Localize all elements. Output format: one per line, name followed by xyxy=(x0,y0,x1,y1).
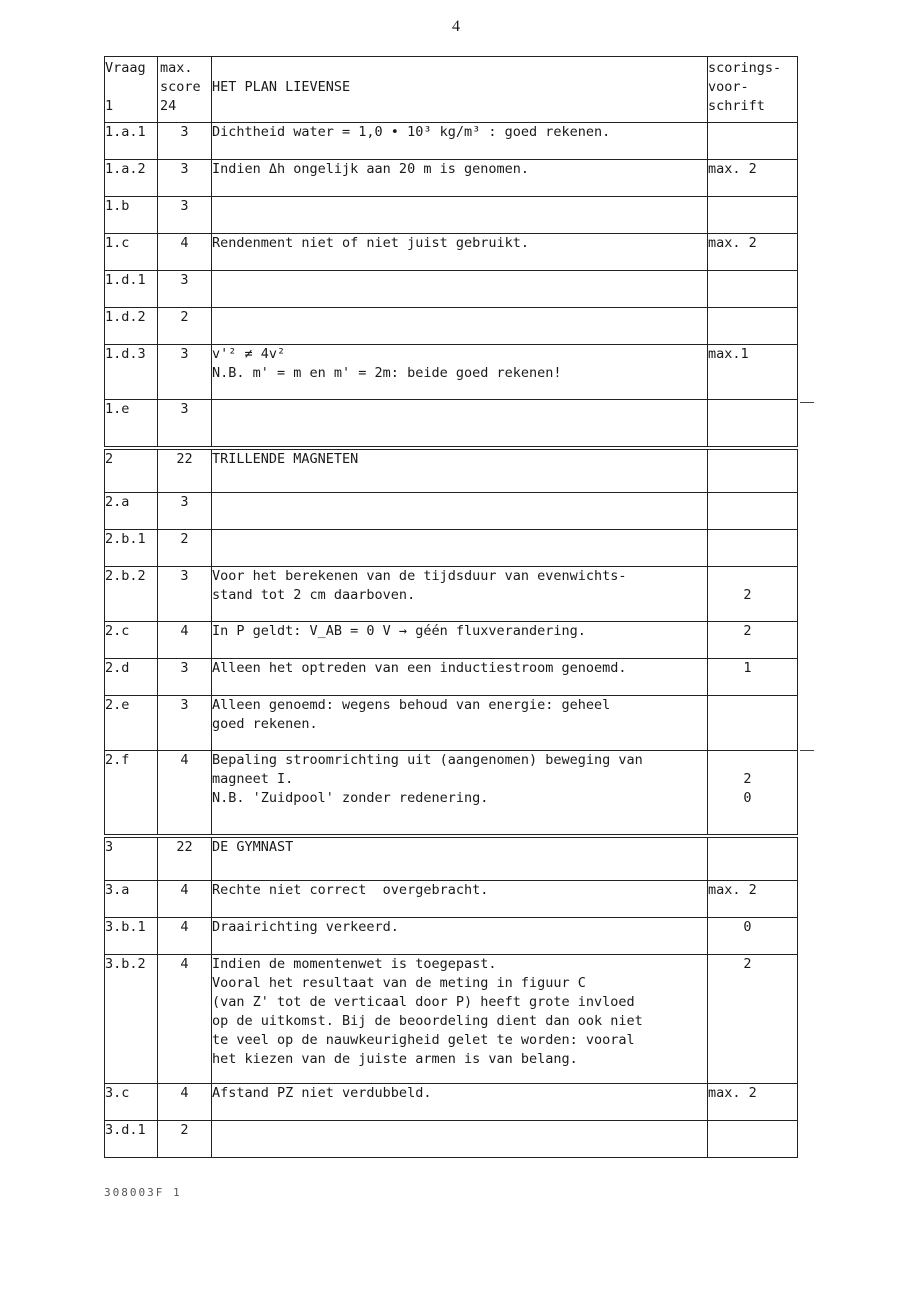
question-number-cell xyxy=(105,881,158,918)
description-line xyxy=(212,493,707,512)
scoring-rule xyxy=(708,123,797,142)
scoring-rule-cell xyxy=(708,1084,798,1121)
question-number-cell xyxy=(105,197,158,234)
scoring-rule xyxy=(708,530,797,549)
question-number-cell xyxy=(105,659,158,696)
scoring-rule: max. 2 xyxy=(708,235,757,251)
max-score: 4 xyxy=(180,623,189,639)
max-score: 3 xyxy=(180,568,189,584)
max-score: 4 xyxy=(180,752,189,768)
scoring-rule-cell xyxy=(708,234,798,271)
question-number: 3 xyxy=(105,838,114,855)
margin-mark xyxy=(800,750,814,751)
max-score: 3 xyxy=(180,198,189,214)
question-number-cell xyxy=(105,448,158,493)
scoring-table xyxy=(104,56,798,1158)
max-score-cell xyxy=(158,567,212,622)
scoring-rule-cell xyxy=(708,836,798,881)
header-question-number: 1 xyxy=(105,98,114,114)
description-cell xyxy=(212,530,708,567)
max-score: 3 xyxy=(180,124,189,140)
table-row xyxy=(105,1121,798,1158)
description-line: Bepaling stroomrichting uit (aangenomen) beweging van xyxy=(212,752,643,768)
table-row xyxy=(105,308,798,345)
table-row xyxy=(105,567,798,622)
question-number: 2.b.2 xyxy=(105,568,146,584)
margin-mark xyxy=(800,402,814,403)
max-score: 4 xyxy=(180,235,189,251)
max-score: 3 xyxy=(180,697,189,713)
description-line: stand tot 2 cm daarboven. xyxy=(212,587,416,603)
description-cell xyxy=(212,751,708,836)
header-max-score-cell xyxy=(158,57,212,123)
max-score-cell xyxy=(158,751,212,836)
description-cell xyxy=(212,1121,708,1158)
description-cell xyxy=(212,696,708,751)
question-number-cell xyxy=(105,955,158,1084)
scoring-rule: 2 xyxy=(743,623,752,639)
header-scoring-cell xyxy=(708,57,798,123)
question-number: 1.d.3 xyxy=(105,346,146,362)
description-cell xyxy=(212,308,708,345)
max-score: 4 xyxy=(180,919,189,935)
max-score: 22 xyxy=(176,450,193,467)
description-cell xyxy=(212,1084,708,1121)
max-score-cell xyxy=(158,881,212,918)
question-number: 2.b.1 xyxy=(105,531,146,547)
scoring-rule-cell xyxy=(708,345,798,400)
header-section-title-cell xyxy=(212,57,708,123)
table-row xyxy=(105,345,798,400)
description-line: Indien Δh ongelijk aan 20 m is genomen. xyxy=(212,161,529,177)
scoring-rule-cell xyxy=(708,271,798,308)
question-number-cell xyxy=(105,1121,158,1158)
description-line: v'² ≠ 4v² xyxy=(212,346,286,362)
scoring-rule-cell xyxy=(708,448,798,493)
scoring-rule-cell xyxy=(708,955,798,1084)
description-line: Afstand PZ niet verdubbeld. xyxy=(212,1085,432,1101)
question-number-cell xyxy=(105,160,158,197)
table-row xyxy=(105,530,798,567)
description-line: goed rekenen. xyxy=(212,716,318,732)
header-question-cell xyxy=(105,57,158,123)
max-score-cell xyxy=(158,659,212,696)
table-row xyxy=(105,1084,798,1121)
max-score: 4 xyxy=(180,882,189,898)
header-scoring-line2: voor- xyxy=(708,79,749,95)
footer-code: 308003F 1 xyxy=(104,1186,182,1199)
question-number: 1.a.1 xyxy=(105,124,146,140)
scoring-rule xyxy=(708,197,797,216)
max-score-cell xyxy=(158,696,212,751)
question-number: 2.a xyxy=(105,494,130,510)
max-score-cell xyxy=(158,448,212,493)
scoring-rule xyxy=(708,493,797,512)
table-header-row xyxy=(105,57,798,123)
scoring-rule-cell xyxy=(708,308,798,345)
scoring-rule-cell xyxy=(708,400,798,448)
scoring-rule: max. 2 xyxy=(708,1085,757,1101)
page-number: 4 xyxy=(452,18,460,35)
max-score-cell xyxy=(158,308,212,345)
description-cell xyxy=(212,493,708,530)
max-score: 4 xyxy=(180,1085,189,1101)
question-number: 1.c xyxy=(105,235,130,251)
max-score-cell xyxy=(158,400,212,448)
question-number-cell xyxy=(105,400,158,448)
max-score-cell xyxy=(158,622,212,659)
description-line xyxy=(212,1121,707,1140)
max-score-cell xyxy=(158,123,212,160)
scoring-rule xyxy=(708,450,797,469)
max-score: 22 xyxy=(176,838,193,855)
max-score-cell xyxy=(158,493,212,530)
scoring-rule-cell xyxy=(708,493,798,530)
scoring-rule: max.1 xyxy=(708,346,749,362)
table-row xyxy=(105,696,798,751)
max-score-cell xyxy=(158,955,212,1084)
description-line xyxy=(212,400,707,419)
scoring-rule xyxy=(708,271,797,290)
scoring-rule-cell xyxy=(708,659,798,696)
table-row xyxy=(105,659,798,696)
max-score-cell xyxy=(158,836,212,881)
scoring-rule-cell xyxy=(708,881,798,918)
description-line: Indien de momentenwet is toegepast. xyxy=(212,956,497,972)
description-line xyxy=(212,271,707,290)
question-number: 2.d xyxy=(105,660,130,676)
max-score-cell xyxy=(158,530,212,567)
table-row xyxy=(105,123,798,160)
question-number: 2 xyxy=(105,450,114,467)
scoring-rule: 2 xyxy=(743,771,752,787)
max-score: 2 xyxy=(180,1122,189,1138)
table-row xyxy=(105,448,798,493)
scoring-rule xyxy=(708,400,797,419)
question-number: 2.c xyxy=(105,623,130,639)
header-question-label: Vraag xyxy=(105,60,146,76)
scoring-rule: max. 2 xyxy=(708,161,757,177)
description-line: Vooral het resultaat van de meting in figuur C xyxy=(212,975,586,991)
question-number-cell xyxy=(105,622,158,659)
description-cell xyxy=(212,622,708,659)
description-cell xyxy=(212,234,708,271)
header-score-label: score xyxy=(160,79,201,95)
table-row xyxy=(105,493,798,530)
description-line: Rechte niet correct overgebracht. xyxy=(212,882,489,898)
question-number: 1.b xyxy=(105,198,130,214)
max-score: 2 xyxy=(180,531,189,547)
table-row xyxy=(105,751,798,836)
description-cell xyxy=(212,345,708,400)
question-number: 3.d.1 xyxy=(105,1122,146,1138)
scoring-rule-cell xyxy=(708,696,798,751)
max-score: 3 xyxy=(180,660,189,676)
section-title: HET PLAN LIEVENSE xyxy=(212,79,351,95)
max-score: 4 xyxy=(180,956,189,972)
question-number-cell xyxy=(105,836,158,881)
question-number-cell xyxy=(105,271,158,308)
scoring-rule: 0 xyxy=(743,919,752,935)
description-line: op de uitkomst. Bij de beoordeling dient dan ook niet xyxy=(212,1013,643,1029)
question-number-cell xyxy=(105,567,158,622)
description-line: Voor het berekenen van de tijdsduur van evenwichts- xyxy=(212,568,627,584)
description-line: Draairichting verkeerd. xyxy=(212,919,399,935)
question-number: 3.c xyxy=(105,1085,130,1101)
max-score-cell xyxy=(158,197,212,234)
scoring-rule-cell xyxy=(708,751,798,836)
description-cell xyxy=(212,400,708,448)
max-score: 3 xyxy=(180,272,189,288)
scoring-rule: 2 xyxy=(743,587,752,603)
max-score-cell xyxy=(158,918,212,955)
question-number: 1.a.2 xyxy=(105,161,146,177)
max-score-cell xyxy=(158,1084,212,1121)
description-cell xyxy=(212,160,708,197)
max-score-cell xyxy=(158,1121,212,1158)
question-number-cell xyxy=(105,918,158,955)
header-scoring-line1: scorings- xyxy=(708,60,782,76)
question-number-cell xyxy=(105,345,158,400)
description-line xyxy=(212,197,707,216)
header-scoring-line3: schrift xyxy=(708,98,765,114)
description-cell xyxy=(212,836,708,881)
description-cell xyxy=(212,197,708,234)
scoring-rule xyxy=(708,567,797,586)
description-cell xyxy=(212,567,708,622)
scoring-rule-cell xyxy=(708,1121,798,1158)
scoring-rule xyxy=(708,308,797,327)
description-cell xyxy=(212,123,708,160)
max-score: 3 xyxy=(180,401,189,417)
question-number: 1.d.1 xyxy=(105,272,146,288)
scoring-rule-cell xyxy=(708,622,798,659)
description-line: Dichtheid water = 1,0 • 10³ kg/m³ : goed rekenen. xyxy=(212,124,611,140)
table-row xyxy=(105,160,798,197)
max-score: 3 xyxy=(180,346,189,362)
question-number-cell xyxy=(105,123,158,160)
max-score-cell xyxy=(158,345,212,400)
max-score: 3 xyxy=(180,161,189,177)
table-row xyxy=(105,234,798,271)
description-cell xyxy=(212,918,708,955)
question-number: 1.e xyxy=(105,401,130,417)
question-number-cell xyxy=(105,308,158,345)
description-line: Alleen genoemd: wegens behoud van energie: geheel xyxy=(212,697,611,713)
max-score: 2 xyxy=(180,309,189,325)
description-line: DE GYMNAST xyxy=(212,838,294,855)
question-number-cell xyxy=(105,493,158,530)
description-cell xyxy=(212,448,708,493)
description-line xyxy=(212,308,707,327)
description-line: TRILLENDE MAGNETEN xyxy=(212,450,359,467)
scoring-rule xyxy=(708,1121,797,1140)
description-line: (van Z' tot de verticaal door P) heeft grote invloed xyxy=(212,994,635,1010)
description-line: te veel op de nauwkeurigheid gelet te worden: vooral xyxy=(212,1032,635,1048)
scoring-rule-cell xyxy=(708,530,798,567)
table-row xyxy=(105,400,798,448)
scoring-rule xyxy=(708,751,797,770)
description-line: het kiezen van de juiste armen is van belang. xyxy=(212,1051,578,1067)
table-row xyxy=(105,881,798,918)
scoring-rule-cell xyxy=(708,123,798,160)
max-score-cell xyxy=(158,160,212,197)
description-line: magneet I. xyxy=(212,771,294,787)
question-number-cell xyxy=(105,751,158,836)
question-number: 2.f xyxy=(105,752,130,768)
scoring-rule-cell xyxy=(708,160,798,197)
table-row xyxy=(105,836,798,881)
description-line: N.B. 'Zuidpool' zonder redenering. xyxy=(212,790,489,806)
scoring-rule xyxy=(708,838,797,857)
scoring-rule: 2 xyxy=(743,956,752,972)
description-cell xyxy=(212,271,708,308)
table-row xyxy=(105,271,798,308)
question-number: 3.b.1 xyxy=(105,919,146,935)
max-score: 3 xyxy=(180,494,189,510)
description-line: N.B. m' = m en m' = 2m: beide goed rekenen! xyxy=(212,365,562,381)
scoring-rule-cell xyxy=(708,567,798,622)
question-number: 2.e xyxy=(105,697,130,713)
table-row xyxy=(105,197,798,234)
description-line xyxy=(212,530,707,549)
scoring-rule: max. 2 xyxy=(708,882,757,898)
header-max-label: max. xyxy=(160,60,193,76)
description-cell xyxy=(212,955,708,1084)
scoring-rule: 0 xyxy=(743,790,752,806)
description-line: Rendenment niet of niet juist gebruikt. xyxy=(212,235,529,251)
question-number: 1.d.2 xyxy=(105,309,146,325)
question-number: 3.b.2 xyxy=(105,956,146,972)
question-number-cell xyxy=(105,1084,158,1121)
description-cell xyxy=(212,881,708,918)
question-number-cell xyxy=(105,234,158,271)
question-number: 3.a xyxy=(105,882,130,898)
scoring-rule: 1 xyxy=(743,660,752,676)
max-score-cell xyxy=(158,234,212,271)
table-row xyxy=(105,955,798,1084)
scoring-rule-cell xyxy=(708,197,798,234)
description-line: In P geldt: V_AB = 0 V → géén fluxverandering. xyxy=(212,623,586,639)
max-score-cell xyxy=(158,271,212,308)
table-row xyxy=(105,622,798,659)
scoring-rule xyxy=(708,696,797,715)
description-line: Alleen het optreden van een inductiestroom genoemd. xyxy=(212,660,627,676)
question-number-cell xyxy=(105,696,158,751)
scoring-rule-cell xyxy=(708,918,798,955)
header-max-score-total: 24 xyxy=(160,98,177,114)
table-row xyxy=(105,918,798,955)
question-number-cell xyxy=(105,530,158,567)
description-cell xyxy=(212,659,708,696)
